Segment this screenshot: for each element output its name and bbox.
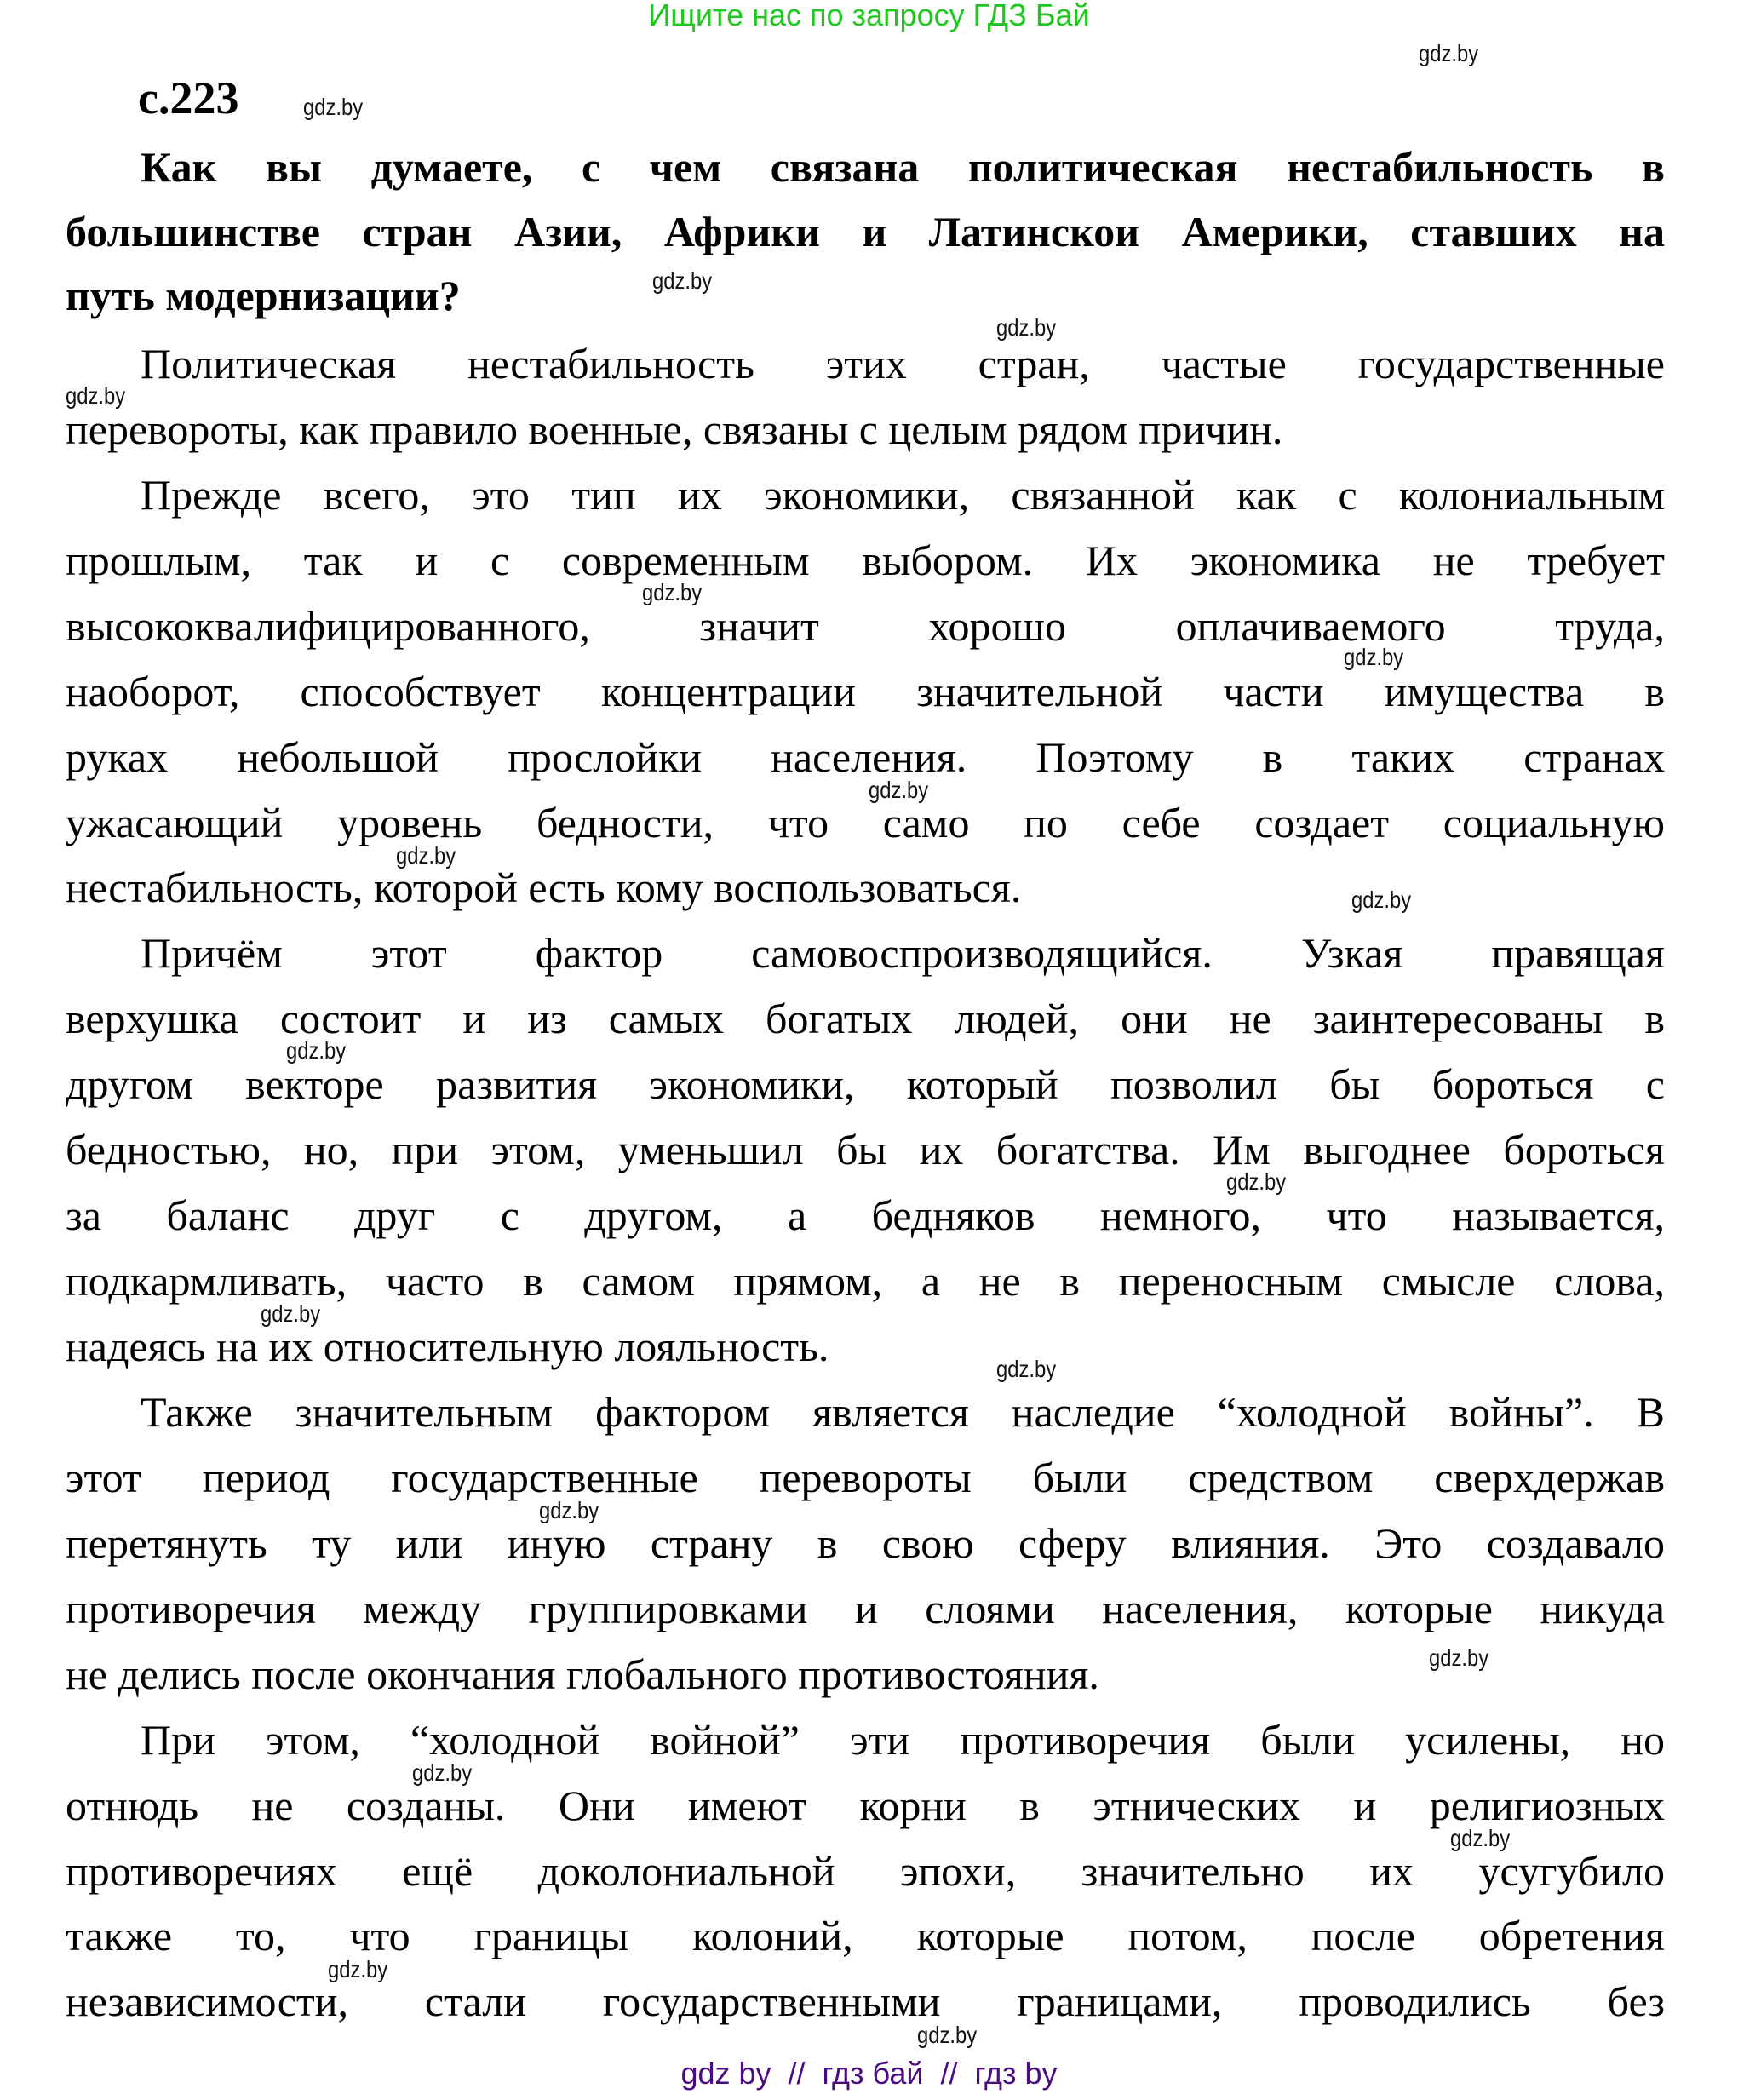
watermark: gdz.by: [1450, 1825, 1511, 1851]
paragraph-4-line: перетянуть ту или иную страну в свою сферу влияния. Это создавало: [66, 1519, 1665, 1567]
paragraph-2-line: прошлым, так и с современным выбором. Их экономика не требует: [66, 536, 1665, 584]
paragraph-2-line: ужасающий уровень бедности, что само по себе создает социальную: [66, 799, 1665, 846]
paragraph-3-line: бедностью, но, при этом, уменьшил бы их богатства. Им выгоднее бороться: [66, 1126, 1665, 1173]
watermark: gdz.by: [869, 777, 929, 803]
paragraph-2-line: высококвалифицированного, значит хорошо оплачиваемого труда,: [66, 602, 1665, 650]
paragraph-5-line: отнюдь не созданы. Они имеют корни в этнических и религиозных: [66, 1782, 1665, 1829]
paragraph-3-line: надеясь на их относительную лояльность.: [66, 1323, 829, 1370]
paragraph-4-line: этот период государственные перевороты были средством сверхдержав: [66, 1454, 1665, 1501]
watermark: gdz.by: [303, 94, 364, 120]
paragraph-5-line: независимости, стали государственными границами, проводились без: [66, 1977, 1665, 2025]
paragraph-2-line: руках небольшой прослойки населения. Поэтому в таких странах: [66, 733, 1665, 781]
watermark: gdz.by: [539, 1497, 599, 1523]
question-line-2: большинстве стран Азии, Африки и Латинскои Америки, ставших на: [66, 208, 1665, 255]
watermark: gdz.by: [917, 2022, 978, 2048]
paragraph-3-line: за баланс друг с другом, а бедняков немного, что называется,: [66, 1191, 1665, 1239]
paragraph-2-line: наоборот, способствует концентрации значительной части имущества в: [66, 668, 1665, 715]
paragraph-3-line: верхушка состоит и из самых богатых людей, они не заинтересованы в: [66, 995, 1665, 1042]
watermark: gdz.by: [996, 1356, 1057, 1382]
page-number: с.223: [138, 72, 239, 123]
paragraph-1-line: Политическая нестабильность этих стран, частые государственные: [141, 340, 1665, 387]
paragraph-4-line: не делись после окончания глобального противостояния.: [66, 1650, 1099, 1698]
watermark: gdz.by: [328, 1956, 388, 1982]
watermark: gdz.by: [1419, 40, 1479, 66]
paragraph-5-line: также то, что границы колоний, которые потом, после обретения: [66, 1912, 1665, 1959]
paragraph-2-line: Прежде всего, это тип их экономики, связанной как с колониальным: [141, 471, 1665, 519]
watermark: gdz.by: [412, 1759, 473, 1786]
paragraph-3-line: подкармливать, часто в самом прямом, а не в переносным смысле слова,: [66, 1257, 1665, 1305]
paragraph-5-line: противоречиях ещё доколониальной эпохи, значительно их усугубило: [66, 1847, 1665, 1895]
watermark: gdz.by: [261, 1300, 321, 1327]
watermark: gdz.by: [396, 842, 456, 869]
watermark: gdz.by: [652, 267, 713, 294]
watermark: gdz.by: [996, 314, 1057, 341]
paragraph-4-line: Также значительным фактором является наследие “холодной войны”. В: [141, 1388, 1665, 1436]
watermark: gdz.by: [1344, 644, 1404, 670]
watermark: gdz.by: [1351, 886, 1412, 913]
watermark: gdz.by: [286, 1037, 347, 1064]
paragraph-2-line: нестабильность, которой есть кому воспользоваться.: [66, 864, 1022, 911]
question-line-1: Как вы думаете, с чем связана политическая нестабильность в: [141, 143, 1665, 191]
watermark: gdz.by: [66, 382, 126, 409]
paragraph-1-line: перевороты, как правило военные, связаны с целым рядом причин.: [66, 405, 1283, 453]
paragraph-3-line: другом векторе развития экономики, который позволил бы бороться с: [66, 1060, 1665, 1108]
paragraph-4-line: противоречия между группировками и слоями населения, которые никуда: [66, 1585, 1665, 1632]
search-banner: Ищите нас по запросу ГДЗ Бай: [648, 0, 1090, 32]
question-line-3: путь модернизации?: [66, 272, 461, 319]
watermark: gdz.by: [642, 579, 703, 605]
watermark: gdz.by: [1429, 1644, 1489, 1671]
paragraph-3-line: Причём этот фактор самовоспроизводящийся. Узкая правящая: [141, 929, 1665, 977]
paragraph-5-line: При этом, “холодной войной” эти противоречия были усилены, но: [141, 1716, 1665, 1764]
footer-links: gdz by // гдз бай // гдз by: [680, 2056, 1058, 2091]
watermark: gdz.by: [1226, 1168, 1287, 1195]
